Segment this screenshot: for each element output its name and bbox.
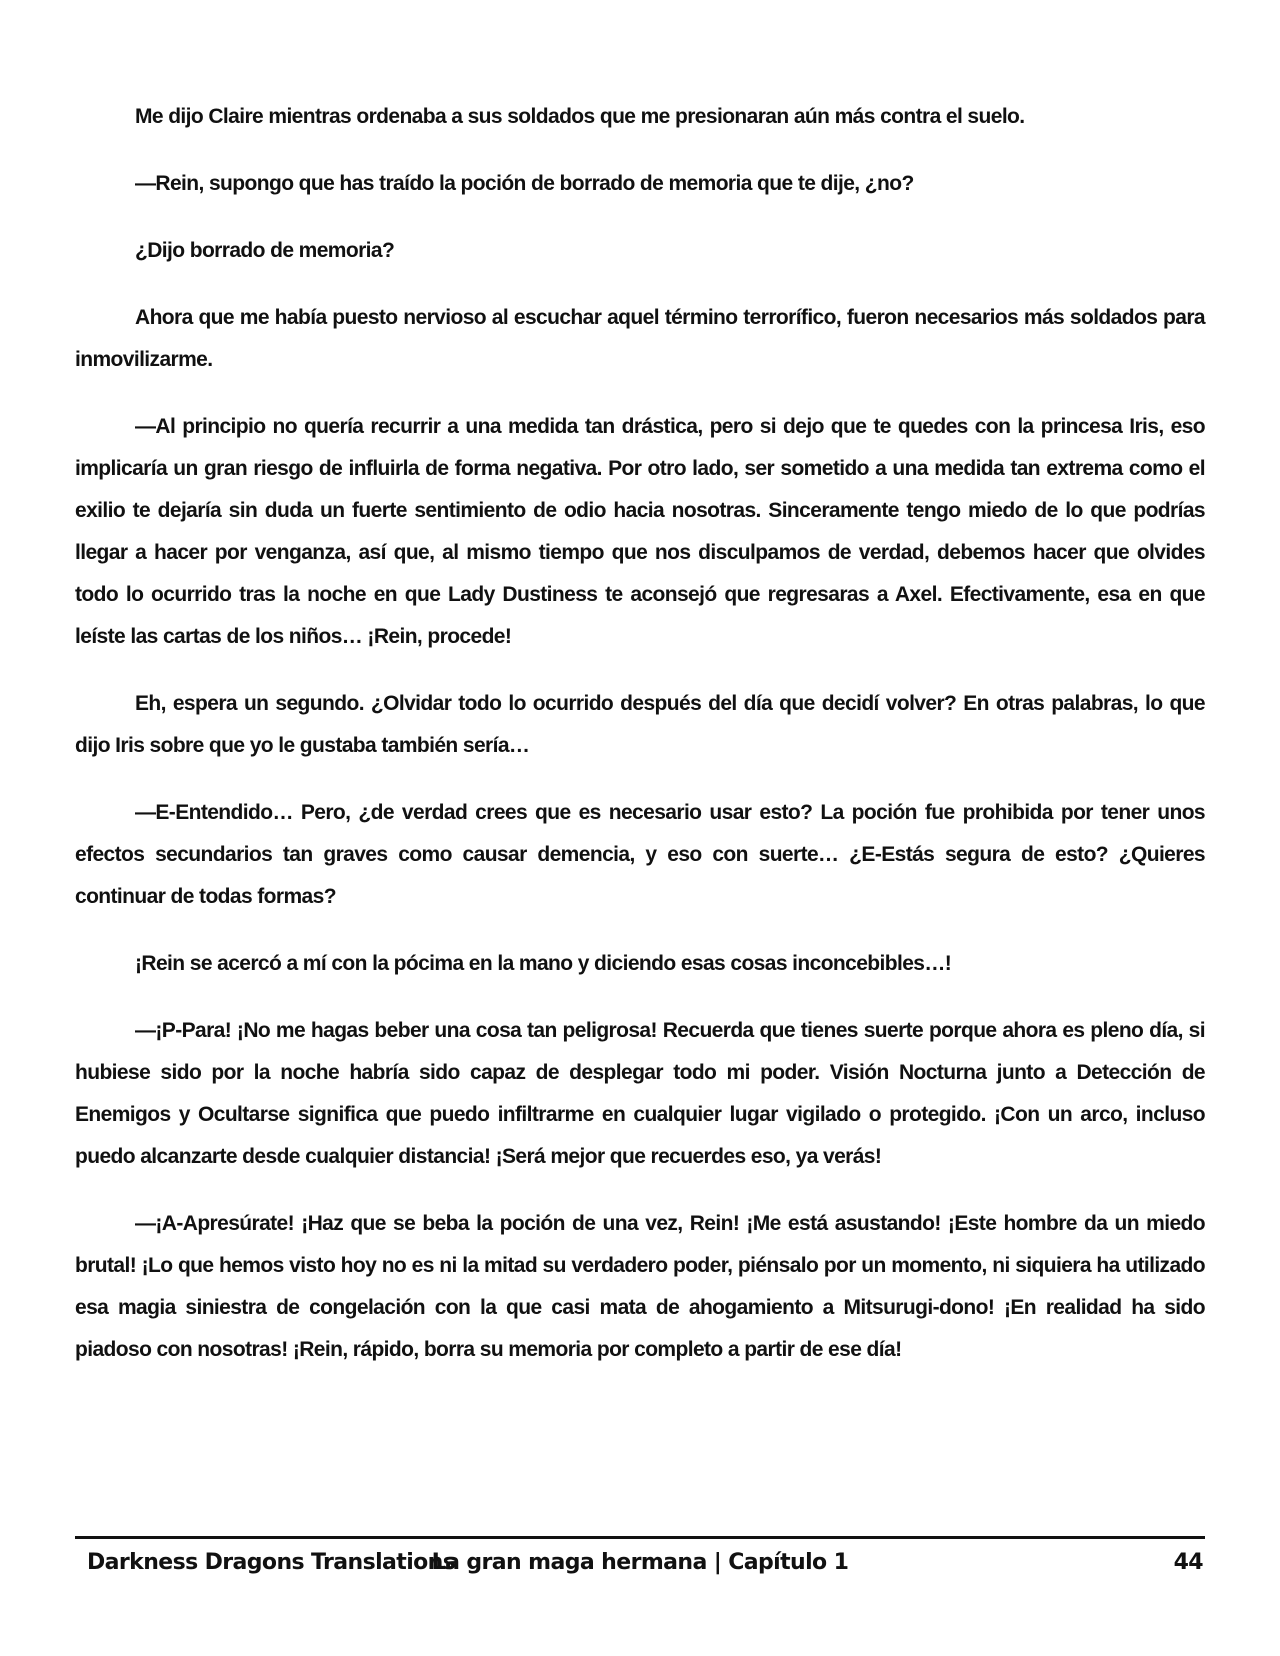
footer-chapter-title: La gran maga hermana | Capítulo 1: [431, 1550, 849, 1575]
paragraph: Me dijo Claire mientras ordenaba a sus soldados que me presionaran aún más contra el suelo.: [135, 105, 1025, 128]
paragraph: —E-Entendido… Pero, ¿de verdad crees que es necesario usar esto? La poción fue prohibida por tener unos efectos secundarios tan graves como causar demencia, y eso con suerte… ¿E-Estás segura de esto? ¿Quieres continuar de todas formas?: [75, 801, 1205, 908]
paragraph: —¡A-Apresúrate! ¡Haz que se beba la poción de una vez, Rein! ¡Me está asustando! ¡Este hombre da un miedo brutal! ¡Lo que hemos visto hoy no es ni la mitad su verdadero poder, piénsalo por un momento, ni siquiera ha utilizado esa magia siniestra de congelación con la que casi mata de ahogamiento a Mitsurugi-dono! ¡En realidad ha sido piadoso con nosotras! ¡Rein, rápido, borra su memoria por completo a partir de ese día!: [75, 1212, 1205, 1361]
paragraph: —¡P-Para! ¡No me hagas beber una cosa tan peligrosa! Recuerda que tienes suerte porque ahora es pleno día, si hubiese sido por la noche habría sido capaz de desplegar todo mi poder. Visión Nocturna junto a Detección de Enemigos y Ocultarse significa que puedo infiltrarme en cualquier lugar vigilado o protegido. ¡Con un arco, incluso puedo alcanzarte desde cualquier distancia! ¡Será mejor que recuerdes eso, ya verás!: [75, 1019, 1205, 1168]
paragraph: Ahora que me había puesto nervioso al escuchar aquel término terrorífico, fueron necesarios más soldados para inmovilizarme.: [75, 306, 1205, 371]
paragraph: Eh, espera un segundo. ¿Olvidar todo lo ocurrido después del día que decidí volver? En otras palabras, lo que dijo Iris sobre que yo le gustaba también sería…: [75, 692, 1205, 757]
footer-divider: [75, 1536, 1205, 1539]
page-footer: [75, 1546, 1205, 1586]
paragraph: —Rein, supongo que has traído la poción de borrado de memoria que te dije, ¿no?: [135, 172, 914, 195]
body-text: [75, 96, 1205, 1396]
paragraph: ¿Dijo borrado de memoria?: [135, 239, 395, 262]
paragraph: ¡Rein se acercó a mí con la pócima en la mano y diciendo esas cosas inconcebibles…!: [135, 952, 952, 975]
footer-publisher: Darkness Dragons Translations: [87, 1550, 456, 1575]
paragraph: —Al principio no quería recurrir a una medida tan drástica, pero si dejo que te quedes con la princesa Iris, eso implicaría un gran riesgo de influirla de forma negativa. Por otro lado, ser sometido a una medida tan extrema como el exilio te dejaría sin duda un fuerte sentimiento de odio hacia nosotras. Sinceramente tengo miedo de lo que podrías llegar a hacer por venganza, así que, al mismo tiempo que nos disculpamos de verdad, debemos hacer que olvides todo lo ocurrido tras la noche en que Lady Dustiness te aconsejó que regresaras a Axel. Efectivamente, esa en que leíste las cartas de los niños… ¡Rein, procede!: [75, 415, 1205, 648]
page-number: 44: [1173, 1550, 1203, 1575]
